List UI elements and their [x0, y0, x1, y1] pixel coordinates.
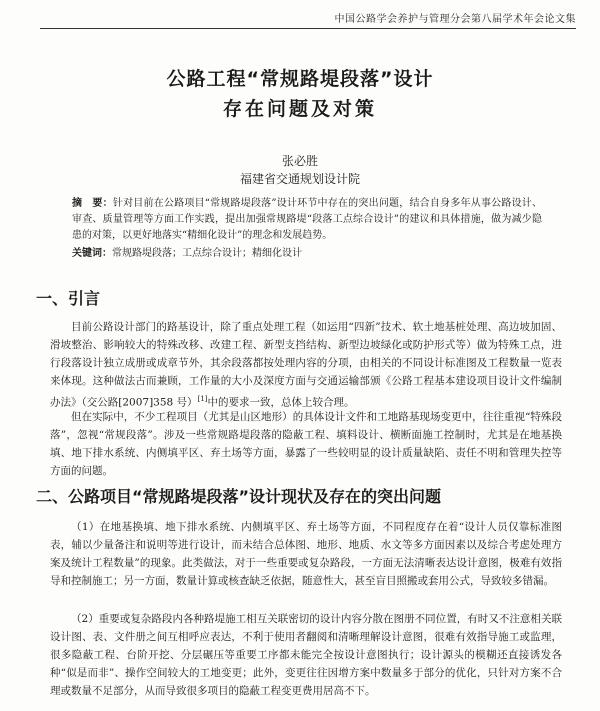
abstract-label: 摘 要：: [72, 198, 113, 209]
citation-ref: [1]: [197, 395, 208, 403]
section2-paragraph1: （1）在地基换填、地下排水系统、内侧填平区、弃土场等方面，不同程度存在着“设计人员仅靠标准图表，辅以少量备注和说明等进行设计，而未结合总体图、地形、地质、水文等多方面因素以及综合考虑处理方案及统计工程数量”的现象。此类做法，对于一些重要或复杂路段，一方面无法清晰表达设计意图，极难有效指导和控制施工；另一方面，数量计算或核查缺乏依据，随意性大，甚至盲目照搬或套用公式，导致较多错漏。: [50, 521, 562, 587]
section1-p1-tail: 中的要求一致，总体上较合理。: [207, 396, 355, 409]
keywords: [72, 246, 542, 262]
section1-paragraph1: [50, 318, 562, 412]
header-divider: [40, 28, 576, 29]
running-header: 中国公路学会养护与管理分会第八届学术年会论文集: [334, 14, 576, 25]
abstract: [72, 196, 542, 244]
abstract-text: 针对目前在公路项目“常规路堤段落”设计环节中存在的突出问题，结合自身多年从事公路设计、审查、质量管理等方面工作实践，提出加强常规路堤“段落工点综合设计”的建议和具体措施，做为减少隐患的对策，以更好地落实“精细化设计”的理念和发展趋势。: [72, 198, 542, 241]
section2-heading: 二、公路项目“常规路堤段落”设计现状及存在的突出问题: [36, 487, 442, 506]
keywords-label: 关键词：: [72, 248, 112, 259]
section1-p1-text: 目前公路设计部门的路基设计，除了重点处理工程（如运用“四新”技术、软土地基桩处理、高边坡加固、滑坡整治、影响较大的特殊改移、改建工程、新型支挡结构、新型边坡绿化或防护形式等）做为特殊工点，进行段落设计独立成册或成章节外，其余段落都按处理内容的分项，由相关的不同设计标准图及工程数量一览表来体现。这种做法古而兼顾，工作量的大小及深度方面与交通运输部颁《公路工程基本建设项目设计文件编制办法》（交公路[2007]358 号）: [50, 321, 562, 409]
author-affiliation: 福建省交通规划设计院: [239, 172, 360, 186]
author-name: 张必胜: [281, 154, 318, 168]
section2-paragraph2: （2）重要或复杂路段内各种路堤施工相互关联密切的设计内容分散在图册不同位置，有时又不注意相关联设计图、表、文件册之间互相呼应表达，不利于使用者翻阅和清晰理解设计意图，很难有效指导施工或监理，很多隐蔽工程、台阶开挖、分层碾压等重要工序都未能完全按设计意图执行；设计源头的模糊还直接诱发各种“似是而非”、操作空间较大的工地变更；此外，变更往往因增方案中数量多于部分的优化，只针对方案不合理或数量不足部分，从而导致很多项目的隐蔽工程变更费用居高不下。: [50, 613, 562, 697]
section1-paragraph2: 但在实际中，不少工程项目（尤其是山区地形）的具体设计文件和工地路基现场变更中，往往重视“特殊段落”，忽视“常规段落”。涉及一些常规路堤段落的隐蔽工程、填料设计、横断面施工控制时，尤其是在地基换填、地下排水系统、内侧填平区、弃土场等方面，暴露了一些较明显的设计质量缺陷、责任不明和管理失控等方面的问题。: [50, 411, 562, 477]
paper-title-line2: 存在问题及对策: [222, 98, 377, 120]
section1-heading: 一、引言: [36, 289, 101, 308]
keywords-text: 常规路堤段落；工点综合设计；精细化设计: [112, 248, 302, 259]
paper-title-line1: 公路工程“常规路堤段落”设计: [166, 68, 434, 90]
